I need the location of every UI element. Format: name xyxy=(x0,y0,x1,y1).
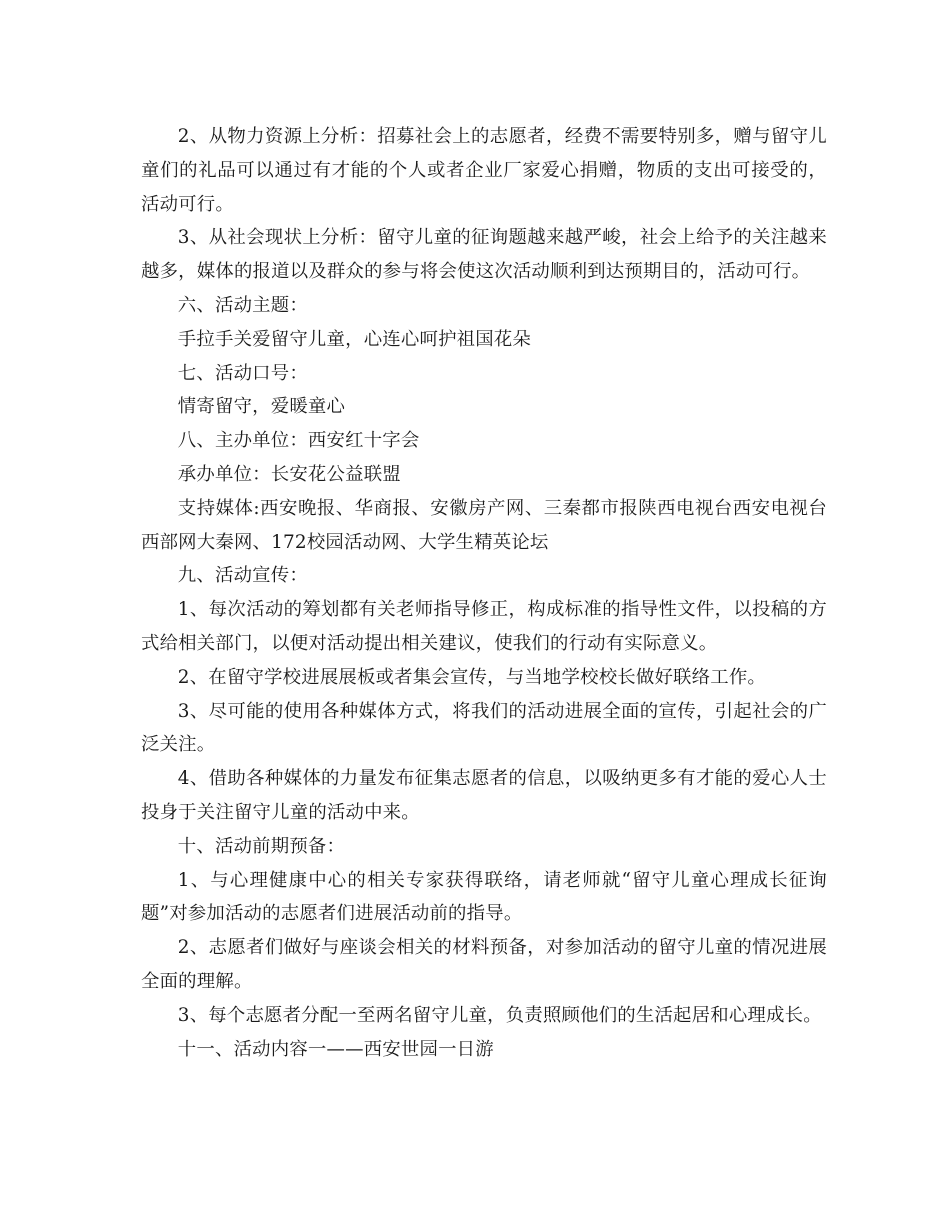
paragraph-material-analysis: 2、从物力资源上分析：招募社会上的志愿者，经费不需要特别多，赠与留守儿童们的礼品可以通过有才能的个人或者企业厂家爱心捐赠，物质的支出可接受的，活动可行。 xyxy=(141,126,827,215)
paragraph-preparation-3: 3、每个志愿者分配一至两名留守儿童，负责照顾他们的生活起居和心理成长。 xyxy=(177,1004,822,1026)
paragraph-preparation-1: 1、与心理健康中心的相关专家获得联络，请老师就“留守儿童心理成长征询题”对参加活动的志愿者们进展活动前的指导。 xyxy=(141,869,827,925)
heading-activity-slogan: 七、活动口号： xyxy=(177,362,308,384)
paragraph-publicity-2: 2、在留守学校进展展板或者集会宣传，与当地学校校长做好联络工作。 xyxy=(177,666,767,688)
paragraph-publicity-3: 3、尽可能的使用各种媒体方式，将我们的活动进展全面的宣传，引起社会的广泛关注。 xyxy=(141,700,827,756)
heading-activity-content-1: 十一、活动内容一——西安世园一日游 xyxy=(177,1038,494,1060)
paragraph-slogan-text: 情寄留守，爱暖童心 xyxy=(177,396,346,418)
heading-preparation: 十、活动前期预备： xyxy=(177,835,346,857)
paragraph-social-analysis: 3、从社会现状上分析：留守儿童的征询题越来越严峻，社会上给予的关注越来越多，媒体的报道以及群众的参与将会使这次活动顺利到达预期目的，活动可行。 xyxy=(141,227,827,283)
paragraph-co-organizer: 承办单位：长安花公益联盟 xyxy=(177,463,401,485)
document-body xyxy=(141,120,827,1066)
heading-publicity: 九、活动宣传： xyxy=(177,565,308,587)
paragraph-supporting-media: 支持媒体:西安晚报、华商报、安徽房产网、三秦都市报陕西电视台西安电视台西部网大秦网、172校园活动网、大学生精英论坛 xyxy=(141,497,827,553)
heading-organizer: 八、主办单位：西安红十字会 xyxy=(177,430,420,452)
paragraph-publicity-1: 1、每次活动的筹划都有关老师指导修正，构成标准的指导性文件，以投稿的方式给相关部门，以便对活动提出相关建议，使我们的行动有实际意义。 xyxy=(141,599,827,654)
heading-activity-theme: 六、活动主题： xyxy=(177,294,308,316)
paragraph-theme-text: 手拉手关爱留守儿童，心连心呵护祖国花朵 xyxy=(177,328,532,350)
paragraph-publicity-4: 4、借助各种媒体的力量发布征集志愿者的信息，以吸纳更多有才能的爱心人士投身于关注留守儿童的活动中来。 xyxy=(141,768,827,823)
paragraph-preparation-2: 2、志愿者们做好与座谈会相关的材料预备，对参加活动的留守儿童的情况进展全面的理解。 xyxy=(141,937,827,992)
